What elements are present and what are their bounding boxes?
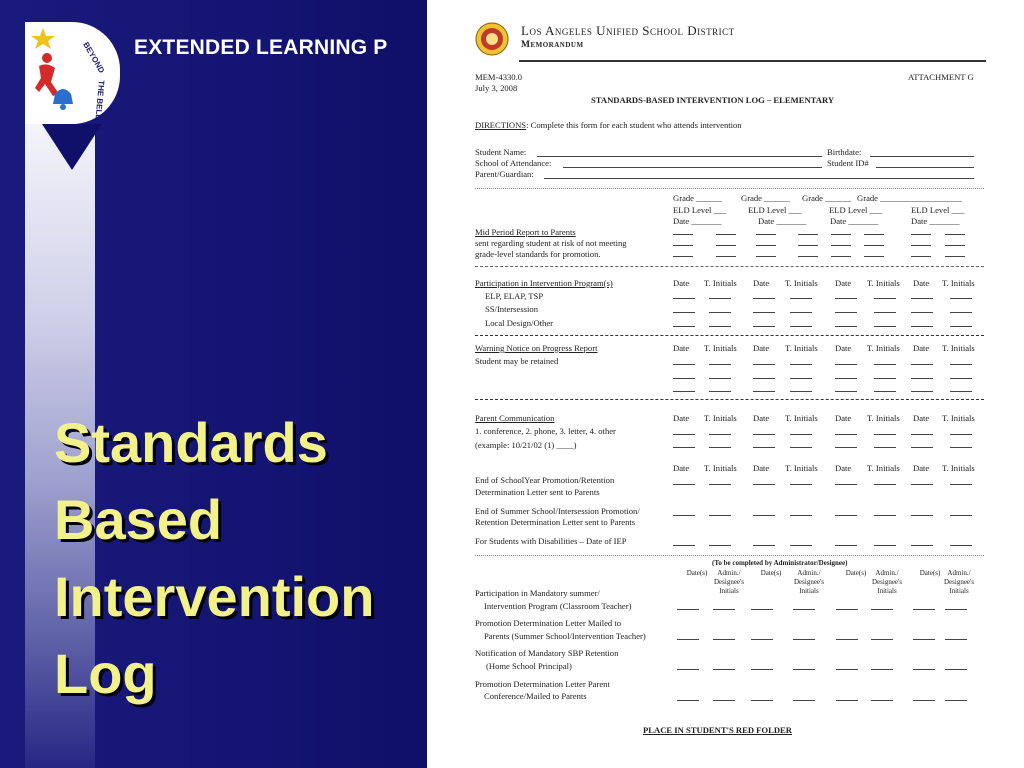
lausd-seal-icon	[475, 22, 509, 56]
admin-column-header: Admin./ Designee's Initials	[943, 569, 975, 595]
divider-2	[475, 266, 984, 267]
entry-blank[interactable]	[911, 434, 933, 435]
entry-blank[interactable]	[790, 378, 812, 379]
entry-blank[interactable]	[911, 312, 933, 313]
admin-column-header: Admin./ Designee's Initials	[871, 569, 903, 595]
entry-blank[interactable]	[950, 484, 972, 485]
entry-blank[interactable]	[911, 234, 931, 235]
accent-bar-notch	[42, 124, 102, 170]
eoy-line-2: Determination Letter sent to Parents	[475, 487, 600, 497]
admin-column-header: Date(s)	[919, 569, 941, 577]
grade-1: Grade ______	[673, 193, 722, 203]
slide-title	[54, 404, 374, 712]
admin-column-header: Admin./ Designee's Initials	[793, 569, 825, 595]
entry-blank[interactable]	[835, 515, 857, 516]
entry-blank[interactable]	[790, 326, 812, 327]
date-2: Date _______	[758, 216, 807, 226]
entry-blank[interactable]	[677, 669, 699, 670]
entry-blank[interactable]	[874, 545, 896, 546]
entry-blank[interactable]	[713, 609, 735, 610]
entry-blank[interactable]	[874, 484, 896, 485]
grade-4: Grade ___________________	[857, 193, 962, 203]
promo-conf-line-1: Promotion Determination Letter Parent	[475, 679, 610, 689]
entry-blank[interactable]	[756, 256, 776, 257]
entry-blank[interactable]	[950, 545, 972, 546]
parent-field[interactable]	[544, 178, 974, 179]
entry-blank[interactable]	[790, 434, 812, 435]
eld-4: ELD Level ___	[911, 205, 965, 215]
entry-blank[interactable]	[673, 391, 695, 392]
entry-blank[interactable]	[753, 378, 775, 379]
entry-blank[interactable]	[950, 312, 972, 313]
entry-blank[interactable]	[945, 256, 965, 257]
entry-blank[interactable]	[673, 364, 695, 365]
entry-blank[interactable]	[864, 245, 884, 246]
column-header: Date	[673, 278, 690, 288]
promo-mailed-line-2: Parents (Summer School/Intervention Teacher)	[484, 631, 646, 641]
title-line-3: Intervention	[54, 565, 375, 628]
summer-line-2: Retention Determination Letter sent to Parents	[475, 517, 636, 527]
entry-blank[interactable]	[673, 234, 693, 235]
attachment-label: ATTACHMENT G	[908, 72, 974, 82]
entry-blank[interactable]	[911, 515, 933, 516]
entry-blank[interactable]	[836, 639, 858, 640]
entry-blank[interactable]	[677, 639, 699, 640]
entry-blank[interactable]	[798, 234, 818, 235]
divider-1	[475, 188, 984, 189]
birthdate-label: Birthdate:	[827, 147, 862, 157]
entry-blank[interactable]	[753, 545, 775, 546]
entry-blank[interactable]	[673, 326, 695, 327]
entry-blank[interactable]	[751, 700, 773, 701]
eld-2: ELD Level ___	[748, 205, 802, 215]
entry-blank[interactable]	[673, 545, 695, 546]
divider-3	[475, 335, 984, 336]
entry-blank[interactable]	[871, 639, 893, 640]
entry-blank[interactable]	[911, 256, 931, 257]
entry-blank[interactable]	[945, 669, 967, 670]
entry-blank[interactable]	[753, 298, 775, 299]
entry-blank[interactable]	[911, 447, 933, 448]
svg-text:THE BELL: THE BELL	[93, 79, 106, 120]
title-line-1: Standards	[54, 411, 328, 474]
entry-blank[interactable]	[709, 447, 731, 448]
column-header: Date	[913, 413, 930, 423]
entry-blank[interactable]	[709, 391, 731, 392]
svg-text:BEYOND: BEYOND	[81, 40, 107, 75]
sbp-notice-line-1: Notification of Mandatory SBP Retention	[475, 648, 619, 658]
entry-blank[interactable]	[673, 298, 695, 299]
column-header: Date	[835, 463, 852, 473]
entry-blank[interactable]	[874, 434, 896, 435]
entry-blank[interactable]	[673, 434, 695, 435]
entry-blank[interactable]	[673, 378, 695, 379]
entry-blank[interactable]	[945, 639, 967, 640]
entry-blank[interactable]	[673, 245, 693, 246]
summer-line-1: End of Summer School/Intersession Promotion/	[475, 506, 640, 516]
entry-blank[interactable]	[864, 256, 884, 257]
entry-blank[interactable]	[790, 364, 812, 365]
column-header: Date	[753, 463, 770, 473]
entry-blank[interactable]	[673, 515, 695, 516]
divider-5	[475, 555, 984, 556]
entry-blank[interactable]	[790, 545, 812, 546]
date-4: Date _______	[911, 216, 960, 226]
form-title: STANDARDS-BASED INTERVENTION LOG – ELEMENTARY	[591, 95, 835, 105]
entry-blank[interactable]	[835, 391, 857, 392]
birthdate-field[interactable]	[870, 156, 974, 157]
entry-blank[interactable]	[709, 484, 731, 485]
entry-blank[interactable]	[716, 245, 736, 246]
column-header: Date	[673, 463, 690, 473]
entry-blank[interactable]	[945, 245, 965, 246]
entry-blank[interactable]	[709, 298, 731, 299]
student-id-label: Student ID#	[827, 158, 869, 168]
entry-blank[interactable]	[950, 298, 972, 299]
column-header: T. Initials	[867, 343, 900, 353]
entry-blank[interactable]	[677, 700, 699, 701]
entry-blank[interactable]	[835, 364, 857, 365]
entry-blank[interactable]	[913, 700, 935, 701]
column-header: Date	[753, 343, 770, 353]
eoy-line-1: End of SchoolYear Promotion/Retention	[475, 475, 615, 485]
column-header: T. Initials	[942, 463, 975, 473]
entry-blank[interactable]	[874, 312, 896, 313]
participation-item-2: SS/Intersession	[485, 304, 538, 314]
entry-blank[interactable]	[950, 364, 972, 365]
entry-blank[interactable]	[835, 326, 857, 327]
mid-period-label: Mid Period Report to Parents	[475, 227, 576, 237]
date-1: Date _______	[673, 216, 722, 226]
mid-period-line-3: grade-level standards for promotion.	[475, 249, 601, 259]
mem-number: MEM-4330.0	[475, 72, 523, 82]
column-header: T. Initials	[785, 343, 818, 353]
column-header: T. Initials	[704, 343, 737, 353]
entry-blank[interactable]	[871, 609, 893, 610]
entry-blank[interactable]	[751, 639, 773, 640]
district-name: Los Angeles Unified School District	[521, 23, 735, 38]
entry-blank[interactable]	[874, 326, 896, 327]
entry-blank[interactable]	[753, 312, 775, 313]
entry-blank[interactable]	[709, 545, 731, 546]
beyond-the-bell-logo	[25, 22, 120, 124]
column-header: T. Initials	[785, 278, 818, 288]
column-header: Date	[753, 278, 770, 288]
entry-blank[interactable]	[911, 484, 933, 485]
entry-blank[interactable]	[831, 234, 851, 235]
school-field[interactable]	[563, 167, 822, 168]
admin-note: (To be completed by Administrator/Designee)	[712, 559, 848, 567]
entry-blank[interactable]	[716, 256, 736, 257]
entry-blank[interactable]	[950, 447, 972, 448]
entry-blank[interactable]	[709, 515, 731, 516]
entry-blank[interactable]	[835, 378, 857, 379]
entry-blank[interactable]	[756, 245, 776, 246]
warning-label: Warning Notice on Progress Report	[475, 343, 598, 353]
column-header: Date	[835, 278, 852, 288]
entry-blank[interactable]	[793, 639, 815, 640]
student-name-label: Student Name:	[475, 147, 527, 157]
entry-blank[interactable]	[871, 700, 893, 701]
column-header: T. Initials	[942, 278, 975, 288]
entry-blank[interactable]	[874, 364, 896, 365]
entry-blank[interactable]	[874, 447, 896, 448]
entry-blank[interactable]	[945, 234, 965, 235]
entry-blank[interactable]	[871, 669, 893, 670]
entry-blank[interactable]	[836, 609, 858, 610]
column-header: T. Initials	[704, 413, 737, 423]
entry-blank[interactable]	[753, 326, 775, 327]
entry-blank[interactable]	[709, 312, 731, 313]
entry-blank[interactable]	[716, 234, 736, 235]
entry-blank[interactable]	[713, 639, 735, 640]
promo-conf-line-2: Conference/Mailed to Parents	[484, 691, 587, 701]
entry-blank[interactable]	[950, 434, 972, 435]
entry-blank[interactable]	[793, 700, 815, 701]
column-header: Date	[673, 343, 690, 353]
column-header: Date	[913, 278, 930, 288]
column-header: T. Initials	[785, 463, 818, 473]
entry-blank[interactable]	[753, 484, 775, 485]
admin-column-header: Date(s)	[686, 569, 708, 577]
entry-blank[interactable]	[913, 669, 935, 670]
participation-item-1: ELP, ELAP, TSP	[485, 291, 544, 301]
entry-blank[interactable]	[677, 609, 699, 610]
entry-blank[interactable]	[911, 298, 933, 299]
entry-blank[interactable]	[874, 515, 896, 516]
entry-blank[interactable]	[874, 378, 896, 379]
directions	[475, 120, 742, 130]
entry-blank[interactable]	[836, 700, 858, 701]
column-header: Date	[913, 343, 930, 353]
directions-label: DIRECTIONS	[475, 120, 527, 130]
entry-blank[interactable]	[753, 515, 775, 516]
school-label: School of Attendance:	[475, 158, 552, 168]
entry-blank[interactable]	[673, 447, 695, 448]
entry-blank[interactable]	[950, 378, 972, 379]
entry-blank[interactable]	[751, 609, 773, 610]
entry-blank[interactable]	[911, 378, 933, 379]
parent-comm-line-2: (example: 10/21/02 (1) ____)	[475, 440, 577, 450]
entry-blank[interactable]	[753, 447, 775, 448]
intervention-log-document	[427, 0, 1024, 768]
entry-blank[interactable]	[793, 669, 815, 670]
disabilities-label: For Students with Disabilities – Date of IEP	[475, 536, 627, 546]
memo-date: July 3, 2008	[475, 83, 518, 93]
entry-blank[interactable]	[709, 434, 731, 435]
entry-blank[interactable]	[864, 234, 884, 235]
entry-blank[interactable]	[753, 364, 775, 365]
promo-mailed-line-1: Promotion Determination Letter Mailed to	[475, 618, 622, 628]
column-header: Date	[835, 343, 852, 353]
entry-blank[interactable]	[911, 326, 933, 327]
divider-4	[475, 399, 984, 400]
entry-blank[interactable]	[673, 312, 695, 313]
entry-blank[interactable]	[673, 484, 695, 485]
grade-3: Grade ______	[802, 193, 851, 203]
entry-blank[interactable]	[945, 609, 967, 610]
directions-text: : Complete this form for each student who attends intervention	[526, 120, 742, 130]
admin-column-header: Date(s)	[845, 569, 867, 577]
parent-comm-label: Parent Communication	[475, 413, 555, 423]
mandatory-line-1: Participation in Mandatory summer/	[475, 588, 600, 598]
entry-blank[interactable]	[790, 484, 812, 485]
entry-blank[interactable]	[835, 484, 857, 485]
entry-blank[interactable]	[835, 545, 857, 546]
column-header: T. Initials	[867, 463, 900, 473]
eld-1: ELD Level ___	[673, 205, 727, 215]
entry-blank[interactable]	[913, 639, 935, 640]
column-header: T. Initials	[867, 278, 900, 288]
entry-blank[interactable]	[790, 298, 812, 299]
entry-blank[interactable]	[911, 245, 931, 246]
parent-comm-line-1: 1. conference, 2. phone, 3. letter, 4. other	[475, 426, 616, 436]
entry-blank[interactable]	[753, 391, 775, 392]
date-3: Date _______	[830, 216, 879, 226]
sbp-notice-line-2: (Home School Principal)	[486, 661, 572, 671]
entry-blank[interactable]	[831, 245, 851, 246]
footer-instruction: PLACE IN STUDENT'S RED FOLDER	[643, 725, 792, 735]
entry-blank[interactable]	[709, 364, 731, 365]
slide-header: EXTENDED LEARNING P	[134, 36, 388, 59]
entry-blank[interactable]	[950, 391, 972, 392]
admin-column-header: Date(s)	[760, 569, 782, 577]
column-header: T. Initials	[704, 463, 737, 473]
admin-column-header: Admin./ Designee's Initials	[713, 569, 745, 595]
entry-blank[interactable]	[673, 256, 693, 257]
entry-blank[interactable]	[836, 669, 858, 670]
entry-blank[interactable]	[874, 298, 896, 299]
entry-blank[interactable]	[753, 434, 775, 435]
entry-blank[interactable]	[713, 669, 735, 670]
column-header: T. Initials	[785, 413, 818, 423]
grade-2: Grade ______	[741, 193, 790, 203]
title-line-4: Log	[54, 642, 157, 705]
mandatory-line-2: Intervention Program (Classroom Teacher)	[484, 601, 632, 611]
entry-blank[interactable]	[798, 256, 818, 257]
entry-blank[interactable]	[790, 515, 812, 516]
entry-blank[interactable]	[798, 245, 818, 246]
entry-blank[interactable]	[911, 364, 933, 365]
column-header: T. Initials	[942, 413, 975, 423]
entry-blank[interactable]	[793, 609, 815, 610]
participation-item-3: Local Design/Other	[485, 318, 554, 328]
memo-label: Memorandum	[521, 40, 584, 50]
entry-blank[interactable]	[835, 434, 857, 435]
entry-blank[interactable]	[835, 447, 857, 448]
entry-blank[interactable]	[911, 545, 933, 546]
entry-blank[interactable]	[790, 447, 812, 448]
column-header: T. Initials	[867, 413, 900, 423]
entry-blank[interactable]	[874, 391, 896, 392]
entry-blank[interactable]	[950, 326, 972, 327]
column-header: T. Initials	[942, 343, 975, 353]
parent-label: Parent/Guardian:	[475, 169, 534, 179]
entry-blank[interactable]	[756, 234, 776, 235]
warning-sub: Student may be retained	[475, 356, 559, 366]
column-header: Date	[753, 413, 770, 423]
entry-blank[interactable]	[911, 391, 933, 392]
title-line-2: Based	[54, 488, 223, 551]
eld-3: ELD Level ___	[829, 205, 883, 215]
student-id-field[interactable]	[876, 167, 974, 168]
entry-blank[interactable]	[950, 515, 972, 516]
entry-blank[interactable]	[913, 609, 935, 610]
entry-blank[interactable]	[945, 700, 967, 701]
entry-blank[interactable]	[751, 669, 773, 670]
entry-blank[interactable]	[790, 312, 812, 313]
entry-blank[interactable]	[835, 312, 857, 313]
entry-blank[interactable]	[835, 298, 857, 299]
entry-blank[interactable]	[709, 378, 731, 379]
mid-period-line-2: sent regarding student at risk of not meeting	[475, 238, 627, 248]
column-header: T. Initials	[704, 278, 737, 288]
student-name-field[interactable]	[537, 156, 822, 157]
participation-label: Participation in Intervention Program(s)	[475, 278, 613, 288]
column-header: Date	[673, 413, 690, 423]
entry-blank[interactable]	[713, 700, 735, 701]
column-header: Date	[913, 463, 930, 473]
entry-blank[interactable]	[790, 391, 812, 392]
column-header: Date	[835, 413, 852, 423]
entry-blank[interactable]	[709, 326, 731, 327]
entry-blank[interactable]	[831, 256, 851, 257]
letterhead-rule	[519, 60, 986, 62]
